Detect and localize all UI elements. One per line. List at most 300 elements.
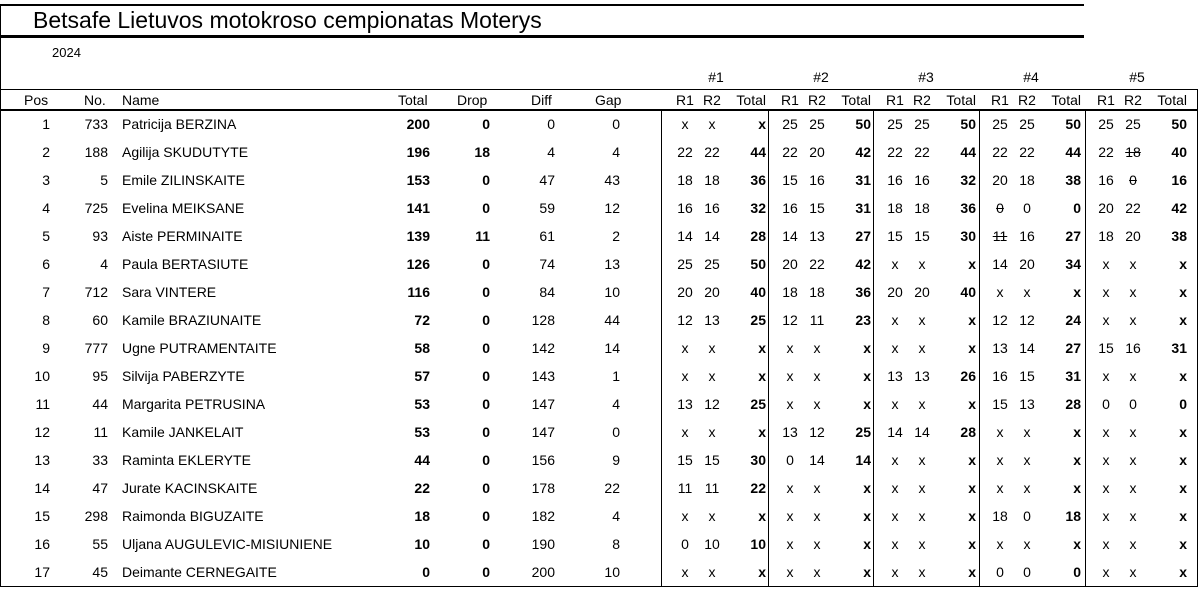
cell-round-4-r1: 0 [996,200,1004,216]
cell-round-1-r2: x [708,340,716,356]
cell-round-1-r2: 11 [704,480,720,496]
cell-round-4-r2: 22 [1019,144,1035,160]
cell-round-1-r1: 22 [677,144,693,160]
cell-round-1-r2: 16 [704,200,720,216]
cell-diff: 128 [531,312,555,328]
cell-total: 126 [406,256,430,272]
cell-total: 153 [406,172,430,188]
cell-round-1-r1: 14 [677,228,693,244]
cell-drop: 0 [482,256,490,272]
cell-round-3-r2: x [918,396,926,412]
cell-name: Margarita PETRUSINA [122,396,266,412]
cell-round-1-rtotal: 22 [750,480,766,496]
cell-round-4-rtotal: x [1073,536,1081,552]
cell-round-3-r2: 14 [914,424,930,440]
cell-name: Deimante CERNEGAITE [122,564,277,580]
cell-round-2-r2: x [813,508,821,524]
cell-drop: 0 [482,452,490,468]
cell-gap: 9 [612,452,620,468]
cell-round-5-r1: x [1102,312,1110,328]
cell-round-2-r2: 14 [809,452,825,468]
cell-round-3-r1: 15 [887,228,903,244]
cell-round-1-r2: 25 [704,256,720,272]
cell-round-5-r2: 16 [1125,340,1141,356]
cell-no: 44 [92,396,108,412]
cell-round-3-r2: x [918,256,926,272]
cell-diff: 4 [547,144,555,160]
cell-round-5-r2: 22 [1125,200,1141,216]
cell-drop: 0 [482,200,490,216]
cell-gap: 1 [612,368,620,384]
cell-round-1-rtotal: 36 [750,172,766,188]
cell-round-1-rtotal: 44 [750,144,766,160]
cell-no: 45 [92,564,108,580]
cell-round-2-r1: x [786,508,794,524]
cell-round-2-r1: 18 [782,284,798,300]
cell-round-3-r2: 25 [914,116,930,132]
header-name: Name [122,92,160,108]
cell-round-3-r1: 18 [887,200,903,216]
cell-total: 57 [414,368,430,384]
header-drop: Drop [457,92,488,108]
cell-drop: 0 [482,508,490,524]
cell-round-2-rtotal: x [863,564,871,580]
cell-name: Uljana AUGULEVIC-MISIUNIENE [122,536,333,552]
cell-round-1-r1: 16 [677,200,693,216]
cell-round-5-r2: 25 [1125,116,1141,132]
cell-pos: 6 [42,256,50,272]
cell-gap: 10 [604,284,620,300]
cell-round-5-rtotal: x [1179,284,1187,300]
cell-round-2-rtotal: 31 [855,172,871,188]
cell-round-3-r1: x [891,452,899,468]
cell-round-2-r2: x [813,536,821,552]
cell-pos: 15 [34,508,50,524]
header-round-2-rtotal: Total [841,92,871,108]
cell-name: Paula BERTASIUTE [122,256,249,272]
cell-gap: 14 [604,340,620,356]
cell-name: Raminta EKLERYTE [122,452,251,468]
cell-round-4-rtotal: 31 [1065,368,1081,384]
cell-round-3-r1: 25 [887,116,903,132]
cell-name: Evelina MEIKSANE [122,200,245,216]
cell-round-5-r1: 18 [1098,228,1114,244]
cell-round-3-r2: 22 [914,144,930,160]
cell-round-1-r2: x [708,508,716,524]
cell-round-4-r1: x [996,424,1004,440]
header-diff: Diff [531,92,552,108]
cell-round-4-r2: 14 [1019,340,1035,356]
cell-round-5-r1: 22 [1098,144,1114,160]
cell-drop: 0 [482,312,490,328]
cell-round-2-r2: x [813,396,821,412]
cell-round-2-r2: 15 [809,200,825,216]
cell-round-3-r2: 20 [914,284,930,300]
cell-round-3-r1: x [891,312,899,328]
cell-round-4-rtotal: 0 [1073,200,1081,216]
cell-diff: 84 [539,284,555,300]
cell-round-3-rtotal: x [968,536,976,552]
cell-gap: 10 [604,564,620,580]
cell-round-4-rtotal: 24 [1065,312,1081,328]
cell-drop: 0 [482,284,490,300]
cell-gap: 8 [612,536,620,552]
cell-round-2-rtotal: 27 [855,228,871,244]
cell-round-1-rtotal: 25 [750,396,766,412]
cell-round-1-r2: 13 [704,312,720,328]
cell-round-4-rtotal: 27 [1065,228,1081,244]
cell-round-5-r2: x [1129,368,1137,384]
cell-round-1-r1: x [681,340,689,356]
cell-round-4-r1: x [996,452,1004,468]
cell-round-1-r1: x [681,508,689,524]
cell-round-4-rtotal: 0 [1073,564,1081,580]
cell-round-5-rtotal: 42 [1171,200,1187,216]
header-round-1-r1: R1 [676,92,694,108]
cell-round-5-r1: 15 [1098,340,1114,356]
cell-round-2-r1: x [786,480,794,496]
cell-round-5-rtotal: x [1179,452,1187,468]
cell-name: Raimonda BIGUZAITE [122,508,264,524]
header-round-5-r2: R2 [1124,92,1142,108]
cell-round-5-r2: x [1129,536,1137,552]
cell-round-2-r2: 18 [809,284,825,300]
cell-pos: 16 [34,536,50,552]
header-round-3-r2: R2 [913,92,931,108]
cell-gap: 12 [604,200,620,216]
cell-round-5-r1: x [1102,564,1110,580]
header-round-4-r2: R2 [1018,92,1036,108]
cell-round-4-r2: 0 [1023,508,1031,524]
header-round-1-r2: R2 [703,92,721,108]
header-round-3-r1: R1 [886,92,904,108]
cell-round-3-r1: 14 [887,424,903,440]
cell-drop: 0 [482,340,490,356]
cell-round-5-rtotal: 0 [1179,396,1187,412]
cell-round-4-r1: x [996,480,1004,496]
cell-round-1-rtotal: x [758,368,766,384]
cell-no: 11 [93,424,108,440]
cell-no: 188 [84,144,108,160]
cell-round-2-r1: 25 [782,116,798,132]
cell-round-5-r1: x [1102,536,1110,552]
cell-round-2-rtotal: 25 [855,424,871,440]
cell-round-2-r2: 20 [809,144,825,160]
cell-no: 47 [92,480,108,496]
cell-round-4-r1: 12 [992,312,1008,328]
cell-total: 10 [414,536,430,552]
cell-diff: 178 [531,480,555,496]
cell-round-4-r1: 18 [992,508,1008,524]
cell-round-2-r1: 15 [782,172,798,188]
cell-round-5-rtotal: 16 [1171,172,1187,188]
cell-total: 53 [414,396,430,412]
cell-round-1-r1: x [681,424,689,440]
cell-diff: 190 [531,536,555,552]
cell-gap: 43 [604,172,620,188]
cell-round-3-rtotal: x [968,340,976,356]
round-label-4: #4 [1023,69,1039,85]
cell-round-1-r1: 13 [677,396,693,412]
cell-round-2-r2: 22 [809,256,825,272]
header-round-5-r1: R1 [1097,92,1115,108]
cell-diff: 0 [547,116,555,132]
cell-total: 139 [406,228,430,244]
cell-diff: 147 [531,424,555,440]
round-separator-2 [768,111,769,586]
cell-round-5-rtotal: x [1179,368,1187,384]
cell-round-3-rtotal: x [968,564,976,580]
cell-round-4-r1: 13 [992,340,1008,356]
cell-pos: 14 [34,480,50,496]
cell-diff: 74 [539,256,555,272]
cell-round-3-rtotal: 44 [960,144,976,160]
cell-round-3-rtotal: x [968,256,976,272]
header-round-2-r1: R1 [781,92,799,108]
cell-round-4-r2: x [1023,424,1031,440]
cell-round-5-rtotal: x [1179,256,1187,272]
cell-round-4-rtotal: x [1073,424,1081,440]
cell-drop: 0 [482,536,490,552]
table-bottom-rule [0,586,1198,587]
cell-no: 298 [84,508,108,524]
cell-round-5-rtotal: x [1179,508,1187,524]
cell-pos: 17 [34,564,50,580]
cell-round-4-r2: 18 [1019,172,1035,188]
header-round-2-r2: R2 [808,92,826,108]
cell-gap: 2 [612,228,620,244]
header-bottom-rule [0,109,1198,111]
cell-round-1-r2: 20 [704,284,720,300]
cell-drop: 0 [482,564,490,580]
cell-round-4-r2: 0 [1023,564,1031,580]
cell-round-2-rtotal: x [863,340,871,356]
cell-drop: 18 [474,144,490,160]
cell-round-5-r1: x [1102,424,1110,440]
cell-round-2-r1: 13 [782,424,798,440]
cell-round-3-r1: x [891,340,899,356]
cell-round-3-r2: x [918,480,926,496]
cell-pos: 11 [35,396,50,412]
cell-round-3-r2: 16 [914,172,930,188]
cell-round-2-r1: 14 [782,228,798,244]
cell-round-5-rtotal: x [1179,536,1187,552]
cell-round-4-r2: x [1023,536,1031,552]
cell-round-1-r2: x [708,564,716,580]
cell-round-5-r2: 0 [1129,396,1137,412]
cell-round-1-r1: 20 [677,284,693,300]
cell-gap: 22 [604,480,620,496]
cell-no: 733 [84,116,108,132]
cell-round-4-r1: x [996,536,1004,552]
cell-round-1-rtotal: 10 [750,536,766,552]
cell-total: 58 [414,340,430,356]
cell-drop: 0 [482,424,490,440]
cell-diff: 143 [531,368,555,384]
cell-round-2-r2: 11 [809,312,825,328]
cell-round-2-rtotal: x [863,508,871,524]
cell-round-4-r2: 20 [1019,256,1035,272]
cell-round-3-rtotal: x [968,396,976,412]
cell-round-5-r2: x [1129,508,1137,524]
cell-round-1-r2: 10 [704,536,720,552]
cell-total: 22 [414,480,430,496]
cell-name: Patricija BERZINA [122,116,237,132]
cell-round-5-rtotal: 40 [1171,144,1187,160]
cell-round-5-r1: x [1102,284,1110,300]
cell-round-4-r1: 22 [992,144,1008,160]
cell-no: 5 [100,172,108,188]
cell-round-3-r2: x [918,340,926,356]
header-round-1-rtotal: Total [736,92,766,108]
cell-round-2-rtotal: 42 [855,144,871,160]
cell-round-1-r1: 11 [677,480,693,496]
cell-round-5-rtotal: x [1179,480,1187,496]
cell-round-3-r1: x [891,508,899,524]
cell-round-5-r1: x [1102,256,1110,272]
cell-round-1-rtotal: 32 [750,200,766,216]
cell-round-5-r2: x [1129,312,1137,328]
cell-total: 18 [414,508,430,524]
cell-round-1-rtotal: x [758,424,766,440]
season-year: 2024 [52,45,81,60]
cell-round-5-r1: 0 [1102,396,1110,412]
cell-round-4-rtotal: 34 [1065,256,1081,272]
cell-name: Emile ZILINSKAITE [122,172,245,188]
cell-gap: 44 [604,312,620,328]
cell-pos: 9 [42,340,50,356]
cell-round-4-rtotal: 44 [1065,144,1081,160]
cell-no: 93 [92,228,108,244]
round-separator-5 [1085,111,1086,586]
cell-round-1-r1: 15 [677,452,693,468]
cell-round-2-rtotal: x [863,396,871,412]
cell-round-4-rtotal: x [1073,452,1081,468]
cell-round-5-r1: 20 [1098,200,1114,216]
cell-round-1-rtotal: 40 [750,284,766,300]
cell-round-3-r1: 22 [887,144,903,160]
cell-round-2-r2: x [813,564,821,580]
cell-total: 0 [422,564,430,580]
cell-gap: 4 [612,508,620,524]
cell-round-4-r2: 25 [1019,116,1035,132]
cell-round-2-r1: 22 [782,144,798,160]
cell-round-3-r1: x [891,256,899,272]
cell-round-3-rtotal: x [968,508,976,524]
cell-pos: 12 [34,424,50,440]
cell-round-1-r1: x [681,564,689,580]
cell-round-4-rtotal: x [1073,480,1081,496]
round-label-3: #3 [918,69,934,85]
cell-drop: 11 [475,228,490,244]
cell-round-3-rtotal: 28 [960,424,976,440]
cell-round-4-r1: 16 [992,368,1008,384]
cell-round-3-r1: x [891,564,899,580]
cell-round-5-rtotal: 38 [1171,228,1187,244]
cell-no: 95 [92,368,108,384]
cell-total: 44 [414,452,430,468]
cell-round-3-r2: 13 [914,368,930,384]
cell-pos: 4 [42,200,50,216]
cell-round-5-rtotal: 50 [1171,116,1187,132]
cell-round-5-r2: 0 [1129,172,1137,188]
cell-round-3-rtotal: 30 [960,228,976,244]
cell-name: Jurate KACINSKAITE [122,480,258,496]
cell-no: 4 [100,256,108,272]
page-title: Betsafe Lietuvos motokroso cempionatas Moterys [33,7,542,33]
cell-round-5-r2: x [1129,480,1137,496]
header-round-4-rtotal: Total [1051,92,1081,108]
cell-round-4-rtotal: 18 [1065,508,1081,524]
cell-round-3-r2: x [918,452,926,468]
cell-round-3-rtotal: 50 [960,116,976,132]
cell-round-5-rtotal: 31 [1171,340,1187,356]
cell-round-3-rtotal: 32 [960,172,976,188]
cell-pos: 8 [42,312,50,328]
cell-total: 196 [406,144,430,160]
cell-no: 712 [84,284,108,300]
cell-round-1-r2: x [708,116,716,132]
cell-round-1-r2: 12 [704,396,720,412]
cell-no: 725 [84,200,108,216]
cell-round-2-r1: x [786,396,794,412]
cell-pos: 1 [42,116,50,132]
header-round-5-rtotal: Total [1157,92,1187,108]
cell-round-4-r1: 15 [992,396,1008,412]
cell-round-1-r1: 18 [677,172,693,188]
cell-pos: 7 [42,284,50,300]
cell-round-4-r1: x [996,284,1004,300]
cell-round-2-r2: 25 [809,116,825,132]
cell-round-5-r2: x [1129,424,1137,440]
cell-round-2-rtotal: 42 [855,256,871,272]
cell-round-1-r2: 18 [704,172,720,188]
cell-round-2-rtotal: x [863,368,871,384]
cell-name: Aiste PERMINAITE [122,228,243,244]
cell-round-3-rtotal: 36 [960,200,976,216]
cell-round-4-r2: 16 [1019,228,1035,244]
cell-round-4-r2: 13 [1019,396,1035,412]
cell-round-5-r2: x [1129,256,1137,272]
cell-round-5-r1: x [1102,508,1110,524]
cell-round-4-r2: x [1023,480,1031,496]
cell-round-2-rtotal: x [863,480,871,496]
cell-round-2-r1: x [786,368,794,384]
cell-name: Kamile JANKELAIT [122,424,244,440]
cell-drop: 0 [482,116,490,132]
cell-round-5-r1: 25 [1098,116,1114,132]
round-label-5: #5 [1129,69,1145,85]
cell-round-2-r2: x [813,480,821,496]
cell-round-4-r2: 0 [1023,200,1031,216]
cell-diff: 47 [539,172,555,188]
cell-gap: 0 [612,424,620,440]
cell-round-1-r1: x [681,368,689,384]
cell-round-3-r2: 15 [914,228,930,244]
cell-diff: 61 [539,228,555,244]
cell-total: 116 [407,284,430,300]
cell-total: 200 [406,116,430,132]
cell-total: 72 [414,312,430,328]
round-separator-3 [873,111,874,586]
cell-round-1-rtotal: 25 [750,312,766,328]
cell-round-1-rtotal: 28 [750,228,766,244]
cell-pos: 2 [42,144,50,160]
cell-round-2-r2: 13 [809,228,825,244]
cell-round-1-r2: x [708,368,716,384]
cell-round-5-r2: x [1129,564,1137,580]
cell-round-4-r1: 20 [992,172,1008,188]
